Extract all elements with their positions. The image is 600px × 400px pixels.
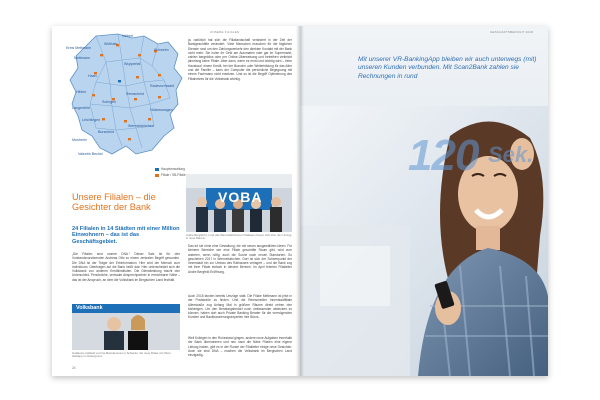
map-label-schwelm: Schwelm: [154, 48, 169, 52]
branch-marker: [158, 96, 161, 98]
body-col-2: Das tut sie ohne eine Gestaltung, die mit neuen ausgewählten Ideen. Für kleinere Bereiche wie eine Filiale geschäfte Raum gibt, wird zum anderen, wenn nötig, auch die Suche nach neuen Standorten. So geschehen 2017 in Wermelskirchen. Dort ist sich der Schwerpunkt der Innenstadt hin zur Umbau des Rathauses verlagert – und die Bank zog mit ihrer Filiale einfach in diesem Bereich. Im April feierten Filialleiter Andre Bergfeld Eröffnung.: [188, 244, 292, 274]
big-unit: Sek.: [488, 142, 534, 167]
map-label-leichlingen: Leichlingen: [82, 118, 101, 122]
team-photo-caption: Andre Bergfeld (l.) und das Wermelskirchener Filialteam freuen sich über den Umzug in neue Räume.: [186, 233, 292, 241]
branch-marker: [138, 54, 141, 56]
map-label-wuelfrath: Wülfrath: [104, 42, 118, 46]
section-subheading: 24 Filialen in 14 Städten mit einer Million Einwohnern – das ist das Geschäftsgebiet.: [72, 226, 180, 245]
running-head-left: UNSERE FILIALEN: [210, 30, 240, 34]
map-label-wermelskirchen: Wermelskirchen: [128, 124, 154, 128]
map-label-mettmann: Mettmann: [74, 56, 90, 60]
branch-marker: [158, 74, 161, 76]
map-label-solingen: Solingen: [102, 100, 116, 104]
legend-label: Hauptverwaltung: [161, 167, 185, 171]
map-label-kreis: Kreis Mettmann: [66, 46, 92, 50]
app-quote: Mit unserer VR-BankingApp bleiben wir auch unterwegs (mit) unseren Kunden verbunden. Mit Scan2Bank zahlen sie Rechnungen in rund: [358, 56, 537, 80]
section-heading: Unsere Filialen – die Gesichter der Bank: [72, 192, 156, 213]
body-col-3: Auch 2018 fanden bereits Umzüge statt. Die Filiale Mettmann ist jetzt in der Poststraße zu finden. Und die Remscheider Innenstadtfiliale Alleestraße zog Anfang Mai in größere Räume direkt neben den bisherigen. Um den Beratungsbedarf noch umfassender abdecken zu können, haben dort auch Private Banking Berater für die vermögenden Kunden und Baufinanzierungsexperten ihre Büros.: [188, 294, 292, 320]
legend-item-branch: [155, 172, 186, 178]
volksbank-sign: Volksbank: [76, 305, 103, 311]
legend-swatch: [155, 168, 159, 171]
legend-swatch: [155, 174, 159, 177]
branch-marker: [148, 118, 151, 120]
map-label-monheim: Monheim: [72, 138, 87, 142]
voba-sign: VOBA: [218, 189, 263, 205]
big-number: 120: [408, 131, 479, 180]
map-label-valentin: Valentin Bechel: [78, 152, 103, 156]
intro-text: ja, natürlich hat sich die Filiallandschaft verändert in der Zeit der Bankgeschäfte verändert. Viele Menschen brauchen für die täglichen Dienste rund um den Zahlungsverkehr den direkten Kontakt mit der Bank nicht mehr. Sie holen ihr Geld am Automaten oder gar im Supermarkt, zahlen bargeldlos oder per Online-Überweisung und betreiben vielleicht jahrelang keine Filiale. Aber dann, wenn es ernst und wichtig wird – beim Hauskauf, einem Kredit, bei der Branche oder Weiterbildung für das Alter und die Familie – kann der Computer die persönliche Begegnung mit einem Fachmann nicht ersetzen. Und so ist die Begriff Optimierung des Filialnetzes für die Volksbank wichtig.: [188, 38, 292, 81]
branch-marker: [136, 76, 139, 78]
branch-marker: [92, 94, 95, 96]
branch-team-photo: [186, 174, 292, 232]
right-page: [300, 26, 548, 376]
map-legend: [155, 166, 186, 178]
map-label-radevormwald: Radevormwald: [150, 84, 174, 88]
branch-marker: [128, 138, 131, 140]
hq-marker: [118, 80, 121, 82]
branch-marker: [134, 98, 137, 100]
branch-marker: [102, 118, 105, 120]
map-label-burscheid: Burscheid: [98, 130, 114, 134]
map-label-langenfeld: Langenfeld: [72, 106, 90, 110]
branch-marker: [100, 54, 103, 56]
body-col-4: Weil Kollegen in den Ruhestand gingen, andere neue Aufgaben innerhalb der Bank übernahmen und neu nach die Nähe Filialen eine eigene Leitung haben, gibt es in der Runde der Filialleiter einige neue Gesichter. Auch sie sind DNA – machen die Volksbank im Bergischen Land einzigartig.: [188, 336, 292, 358]
map-label-remscheid: Remscheid: [126, 92, 144, 96]
map-label-velbert: Velbert: [122, 34, 134, 38]
magazine-spread: [52, 26, 548, 376]
body-col-1: „Die Filialen sind unsere DNA.“ Dieser Satz ist für den Vorstandsvorsitzenden Andreas Otto zu einem zentralen Begriff geworden. Die DNA ist der Träger der Erbinformation. Hier wird der Mensch zum Individuum. Übertragen auf die Bank heißt das: Hier unterscheidet sich die Volksbank von anderen Kreditinstituten. Die Dienstleistung macht den Unterschied. Persönliche, vertraute Ansprechpartner in erreichbarer Nähe – das ist der Anspruch, an dem die Volksbank im Bergischen Land festhält.: [72, 252, 180, 282]
map-label-hueckeswagen: Hückeswagen: [150, 108, 173, 112]
branch-managers-photo: [72, 304, 180, 350]
page-number-left: 24: [72, 366, 76, 370]
legend-label: Filiale / SB-Filiale: [161, 173, 186, 177]
spine-shadow: [296, 26, 304, 376]
managers-photo-caption: Guillaume Galland und Ina Mannkemeier in Schwelm: die neue Filiale mit Oliver Hartlapp im Hintergrund.: [72, 351, 171, 359]
branch-marker: [124, 120, 127, 122]
map-label-hilden: Hilden: [76, 90, 87, 94]
left-page: [52, 26, 300, 376]
map-label-wuppertal: Wuppertal: [124, 62, 141, 66]
map-label-haan: Haan: [88, 74, 97, 78]
running-head-right: GESCHÄFTSBERICHT 2018: [490, 30, 534, 34]
